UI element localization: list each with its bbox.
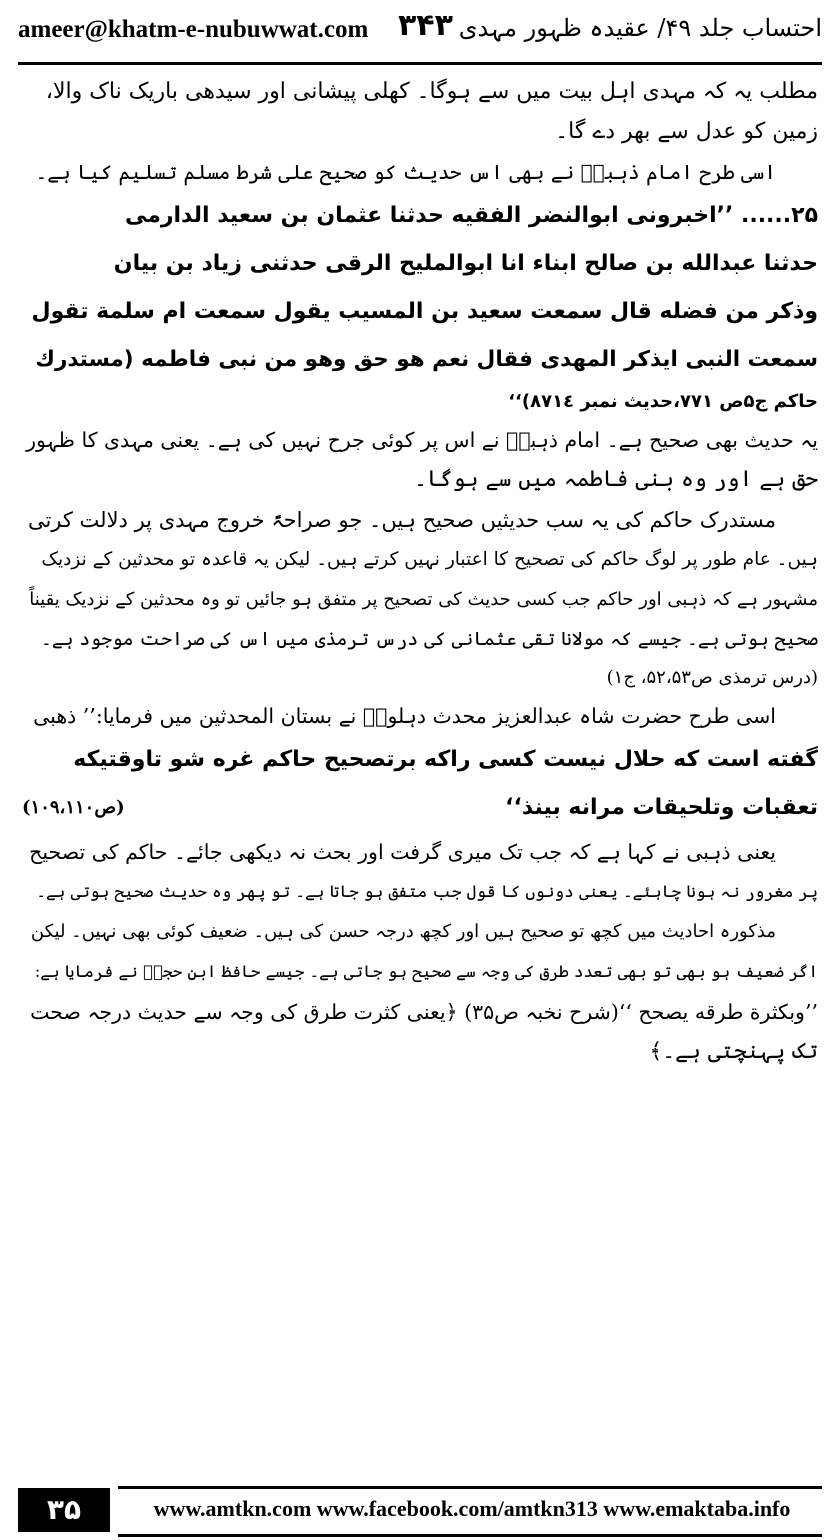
text-line: ہیں۔ عام طور پر لوگ حاکم کی تصحیح کا اعتبار نہیں کرتے ہیں۔ لیکن یہ قاعدہ تو محدثین کے نزدیک — [41, 549, 818, 570]
page-footer — [18, 1492, 822, 1532]
text-line: اسی طرح امام ذہبیؒ نے بھی اس حدیث کو صحیح علی شرط مسلم تسلیم کیا ہے۔ — [35, 160, 776, 184]
arabic-line: سمعت النبی ایذکر المهدی فقال نعم هو حق وهو من نبی فاطمه (مستدرك — [35, 347, 818, 372]
text-line: صحیح ہوتی ہے۔ جیسے کہ مولانا تقی عثمانی کی درس ترمذی میں اس کی صراحت موجود ہے۔ — [41, 629, 818, 650]
text-line: مذکورہ احادیث میں کچھ تو صحیح ہیں اور کچھ درجہ حسن کی ہیں۔ ضعیف کوئی بھی نہیں۔ لیکن — [30, 921, 776, 942]
footer-rule-top — [118, 1486, 822, 1489]
text-line: مستدرک حاکم کی یہ سب حدیثیں صحیح ہیں۔ جو صراحۃً خروج مہدی پر دلالت کرتی — [27, 508, 776, 532]
text-line: زمین کو عدل سے بھر دے گا۔ — [555, 119, 818, 144]
persian-text: تعقبات وتلحیقات مرانه بینذ‘‘ — [505, 795, 818, 820]
reference-line: (درس ترمذی ص۵۲،۵۳، ج۱) — [606, 667, 818, 688]
page-header — [18, 8, 822, 62]
footer-urls: www.amtkn.com www.facebook.com/amtkn313 www.emaktaba.info — [153, 1496, 791, 1521]
text-line: مشہور ہے کہ ذہبی اور حاکم جب کسی حدیث کی تصحیح پر متفق ہو جائیں تو وہ محدثین کے نزدیک یقیناً — [29, 589, 818, 610]
page-reference: (ص۱۰۹،۱۱۰) — [22, 797, 125, 818]
header-book-title: احتساب جلد ۴۹/ عقیدہ ظہور مہدی — [458, 14, 822, 42]
text-line: اگر ضعیف ہو بھی تو بھی تعدد طرق کی وجہ سے صحیح ہو جاتی ہے۔ جیسے حافظ ابن حجرؒ نے فرمایا ہے: — [34, 962, 818, 981]
text-line: پر مغرور نہ ہونا چاہئے۔ یعنی دونوں کا قول جب متفق ہو جاتا ہے۔ تو پھر وہ حدیث صحیح ہوتی ہے۔ — [36, 882, 818, 901]
persian-line: گفته است که حلال نیست کسی راکه برتصحیح حاکم غره شو تاوقتیکه — [73, 747, 818, 772]
text-line: مطلب یہ کہ مہدی اہل بیت میں سے ہوگا۔ کھلی پیشانی اور سیدھی باریک ناک والا، — [45, 79, 818, 104]
text-line: تک پہنچتی ہے۔﴾ — [649, 1039, 818, 1064]
text-line: ’’وبکثرة طرقه یصحح ‘‘(شرح نخبہ ص۳۵) ﴿یعنی کثرت طرق کی وجہ سے حدیث درجہ صحت — [30, 1000, 818, 1024]
text-line: اسی طرح حضرت شاہ عبدالعزیز محدث دہلویؒ نے بستان المحدثین میں فرمایا:’’ ذهبی — [33, 704, 776, 728]
header-email: ameer@khatm-e-nubuwwat.com — [18, 16, 369, 43]
footer-page-number: ۳۵ — [18, 1488, 110, 1532]
text-line: یعنی ذہبی نے کہا ہے کہ جب تک میری گرفت اور بحث نہ دیکھی جائے۔ حاکم کی تصحیح — [29, 840, 776, 864]
arabic-line: وذکر من فضله قال سمعت سعید بن المسیب یقول سمعت ام سلمة تقول — [31, 299, 818, 324]
header-page-number: ۳۴۳ — [398, 8, 453, 43]
footer-rule-bottom — [118, 1534, 822, 1537]
text-line: حق ہے اور وہ بنی فاطمہ میں سے ہوگا۔ — [414, 467, 818, 492]
arabic-reference-line: حاکم ج۵ص ۷۷۱،حدیث نمبر ۸۷۱٤)‘‘ — [508, 391, 818, 412]
text-line: یہ حدیث بھی صحیح ہے۔ امام ذہبیؒ نے اس پر کوئی جرح نہیں کی ہے۔ یعنی مہدی کا ظہور — [26, 428, 818, 452]
header-rule — [18, 62, 822, 65]
arabic-line: ۲۵...... ’’اخبرونی ابوالنضر الفقیه حدثنا عثمان بن سعید الدارمی — [124, 203, 818, 228]
persian-line-with-reference — [22, 784, 818, 832]
arabic-line: حدثنا عبدالله بن صالح ابناء انا ابوالملیح الرقی حدثنی زیاد بن بیان — [113, 251, 818, 276]
page-body — [22, 72, 818, 1072]
